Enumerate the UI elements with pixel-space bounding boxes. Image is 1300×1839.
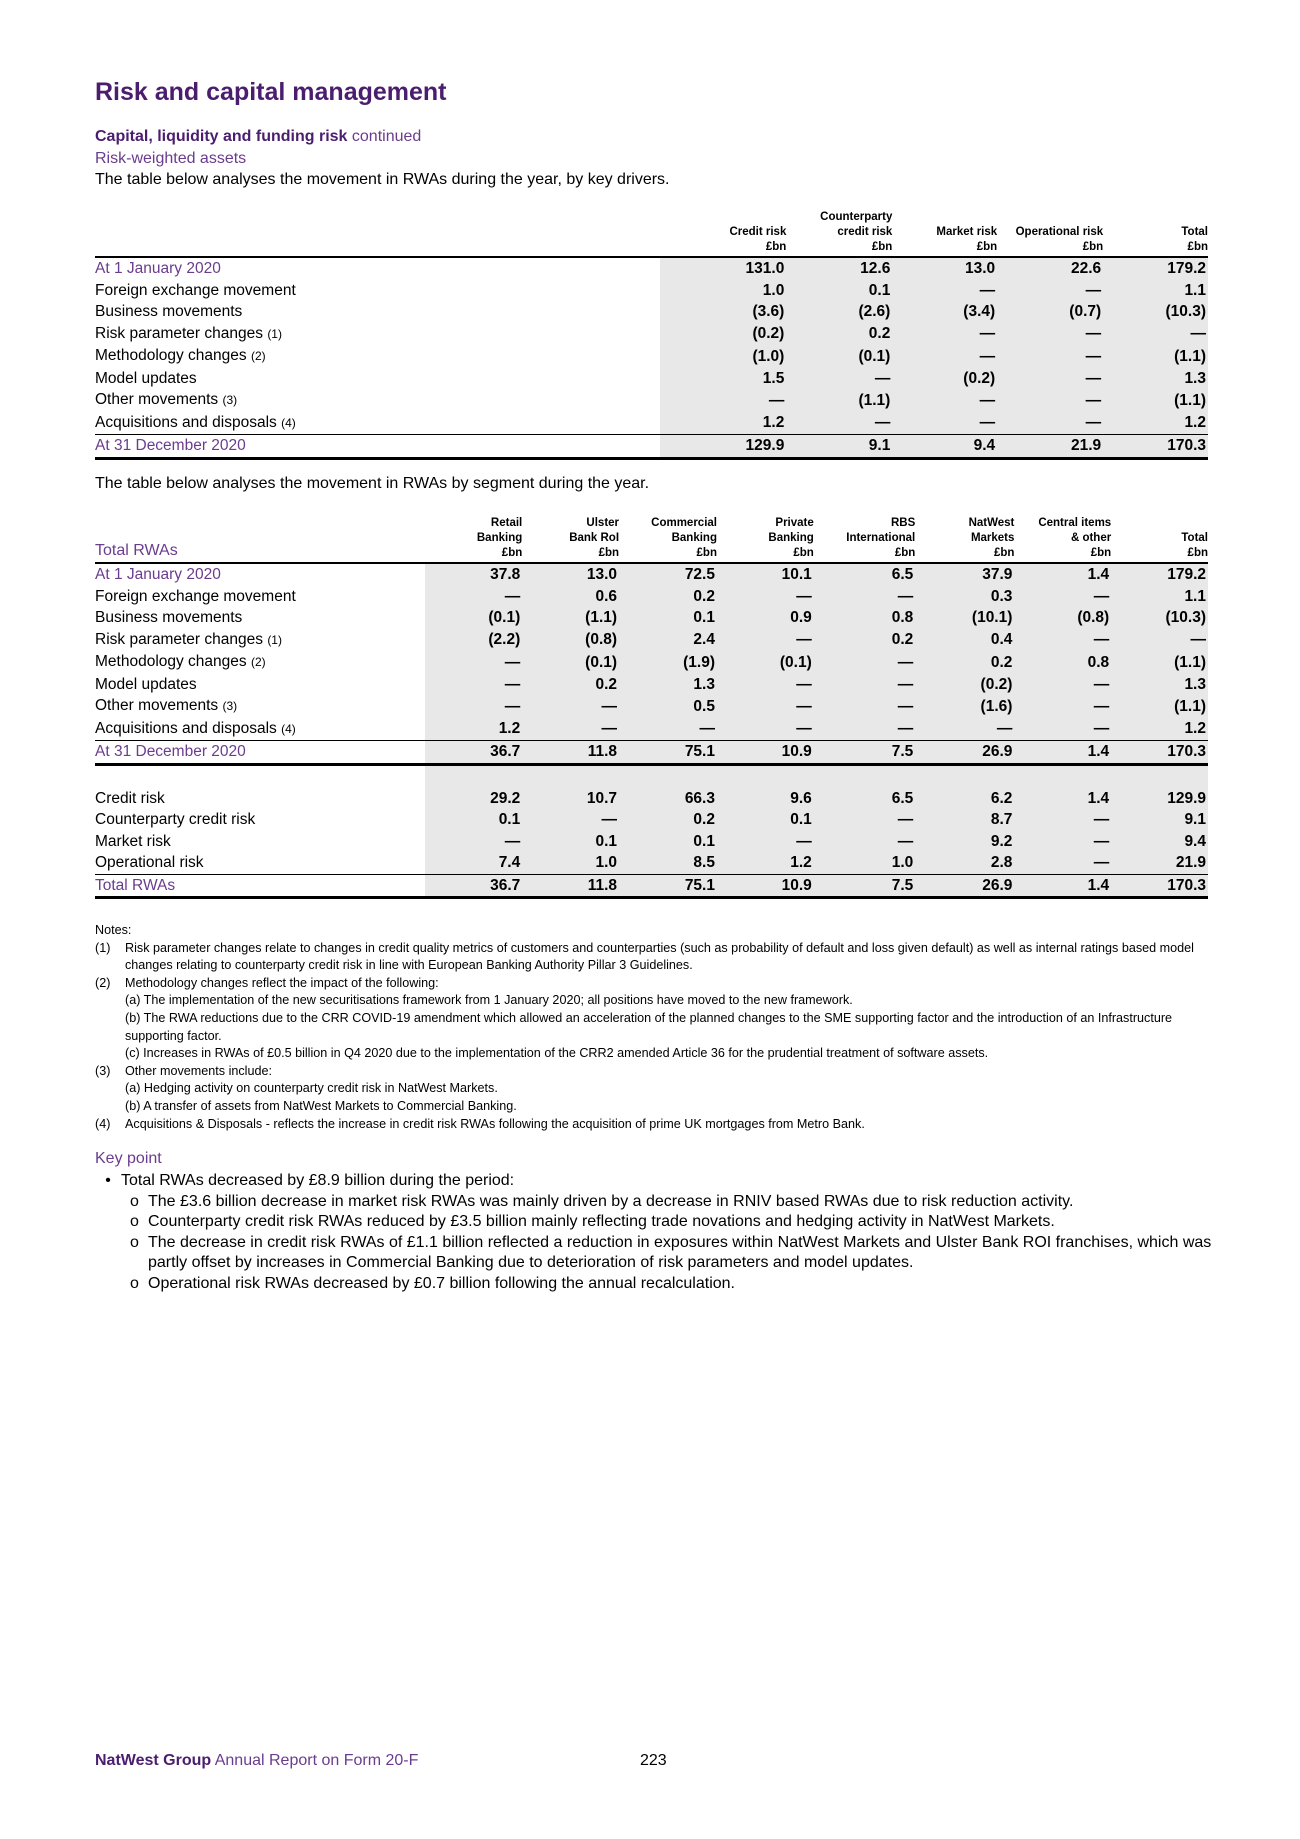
note-1: (1) Risk parameter changes relate to changes in credit quality metrics of customers and counterparties (such as probability of default and loss given default) as well as internal ratings based model changes relating to counterparty credit risk in line with European Banking Authority Pillar 3 Guidelines. bbox=[95, 940, 1194, 973]
table-cell: — bbox=[522, 809, 619, 831]
table-cell: (0.8) bbox=[1014, 607, 1111, 629]
sub-bullet-3: o The decrease in credit risk RWAs of £1.1 billion reflected a reduction in exposures within NatWest Markets and Ulster Bank ROI franchises, which was partly offset by increases in Commercial Banking due to deterioration of risk parameters and model updates. bbox=[95, 1233, 1215, 1274]
note-3a: (a) Hedging activity on counterparty credit risk in NatWest Markets. bbox=[125, 1081, 498, 1096]
table-cell: 7.4 bbox=[425, 852, 522, 874]
table-cell: 1.2 bbox=[425, 718, 522, 741]
table-row bbox=[95, 280, 1208, 302]
table-cell: 0.2 bbox=[619, 809, 717, 831]
table-cell: — bbox=[892, 323, 997, 346]
table-cell: (10.1) bbox=[915, 607, 1014, 629]
table-row bbox=[95, 435, 1208, 459]
row-label bbox=[95, 809, 425, 831]
table-cell: (1.1) bbox=[1103, 389, 1208, 412]
table-cell: — bbox=[1014, 809, 1111, 831]
table-cell: 0.1 bbox=[786, 280, 892, 302]
row-label-text: Methodology changes bbox=[95, 347, 247, 364]
row-label-text: Business movements bbox=[95, 609, 243, 626]
table-cell: — bbox=[814, 718, 916, 741]
table-cell: 1.2 bbox=[1111, 718, 1208, 741]
note-2a: (a) The implementation of the new securitisations framework from 1 January 2020; all positions have moved to the new framework. bbox=[125, 993, 853, 1008]
table-cell: — bbox=[997, 345, 1103, 368]
table-cell: 2.4 bbox=[619, 629, 717, 652]
column-header: Credit risk £bn bbox=[660, 210, 786, 257]
table-cell: 0.4 bbox=[915, 629, 1014, 652]
section-heading bbox=[95, 128, 421, 146]
table-cell: (2.2) bbox=[425, 629, 522, 652]
bullet-dot-icon: • bbox=[105, 1172, 111, 1189]
table-cell: 0.1 bbox=[425, 809, 522, 831]
table-cell: — bbox=[997, 389, 1103, 412]
column-header: Total £bn bbox=[1111, 516, 1208, 563]
table-cell: (0.1) bbox=[717, 651, 814, 674]
table-cell: (3.4) bbox=[892, 301, 997, 323]
table-cell: — bbox=[522, 695, 619, 718]
row-label bbox=[95, 563, 425, 586]
table-cell: — bbox=[425, 586, 522, 608]
row-label bbox=[95, 586, 425, 608]
table-row bbox=[95, 651, 1208, 674]
table-cell: 9.1 bbox=[1111, 809, 1208, 831]
column-header: Market risk £bn bbox=[892, 210, 997, 257]
table-row bbox=[95, 718, 1208, 741]
rwa-drivers-table bbox=[95, 210, 1208, 460]
table-cell: 21.9 bbox=[997, 435, 1103, 459]
row-label-text: At 31 December 2020 bbox=[95, 743, 246, 760]
row-label-text: Business movements bbox=[95, 303, 243, 320]
column-header: Retail Banking £bn bbox=[425, 516, 522, 563]
table-cell: (0.1) bbox=[425, 607, 522, 629]
row-label-text: Other movements bbox=[95, 697, 219, 714]
table-cell: — bbox=[814, 674, 916, 696]
table-cell: 10.1 bbox=[717, 563, 814, 586]
row-label-text: Other movements bbox=[95, 391, 219, 408]
table-row bbox=[95, 629, 1208, 652]
notes-title: Notes: bbox=[95, 923, 132, 937]
table-cell: (0.2) bbox=[892, 368, 997, 390]
table-cell: (1.6) bbox=[915, 695, 1014, 718]
table-cell: 0.1 bbox=[619, 831, 717, 853]
table-cell: — bbox=[717, 718, 814, 741]
table-header-row bbox=[95, 210, 1208, 257]
row-label bbox=[95, 412, 660, 435]
table-cell: 129.9 bbox=[1111, 788, 1208, 810]
rwa-segment-table bbox=[95, 516, 1208, 899]
table-cell: 75.1 bbox=[619, 741, 717, 765]
table-cell: (0.1) bbox=[786, 345, 892, 368]
table-cell: 0.1 bbox=[619, 607, 717, 629]
table-cell: — bbox=[814, 651, 916, 674]
table-cell: (1.1) bbox=[522, 607, 619, 629]
row-label-text: Market risk bbox=[95, 832, 171, 850]
table-cell: 0.5 bbox=[619, 695, 717, 718]
table-row bbox=[95, 301, 1208, 323]
table-cell: — bbox=[892, 389, 997, 412]
note-2b: (b) The RWA reductions due to the CRR COVID-19 amendment which allowed an acceleration of the planned changes to the SME supporting factor and the introduction of an Infrastructure supporting factor. bbox=[125, 1010, 1173, 1043]
table-cell: — bbox=[786, 368, 892, 390]
key-point-title: Key point bbox=[95, 1150, 162, 1167]
note-2: (2) Methodology changes reflect the impact of the following: bbox=[95, 975, 439, 990]
table-cell: 170.3 bbox=[1111, 874, 1208, 898]
row-label-text: At 1 January 2020 bbox=[95, 260, 221, 277]
circle-bullet-icon: o bbox=[130, 1192, 139, 1210]
table-cell: — bbox=[1014, 852, 1111, 874]
row-label-text: Credit risk bbox=[95, 789, 165, 807]
table-cell: — bbox=[660, 389, 786, 412]
table-cell: 1.1 bbox=[1103, 280, 1208, 302]
table-cell: 9.1 bbox=[786, 435, 892, 459]
table-row bbox=[95, 695, 1208, 718]
table-cell: — bbox=[997, 412, 1103, 435]
row-label-text: Operational risk bbox=[95, 854, 204, 871]
row-label-text: Risk parameter changes bbox=[95, 630, 263, 648]
table-cell: 0.2 bbox=[619, 586, 717, 608]
table-cell: 10.7 bbox=[522, 788, 619, 810]
table-cell: 0.2 bbox=[522, 674, 619, 696]
row-label bbox=[95, 741, 425, 765]
table-cell: (2.6) bbox=[786, 301, 892, 323]
sub-bullet-2: o Counterparty credit risk RWAs reduced by £3.5 billion mainly reflecting trade novations and hedging activity in NatWest Markets. bbox=[95, 1212, 1215, 1233]
table-cell: 13.0 bbox=[522, 563, 619, 586]
page-number: 223 bbox=[640, 1752, 667, 1769]
table-cell: 1.0 bbox=[522, 852, 619, 874]
note-ref: (1) bbox=[267, 326, 282, 341]
table-label-header: Total RWAs bbox=[95, 516, 425, 563]
table-row bbox=[95, 345, 1208, 368]
table-row bbox=[95, 674, 1208, 696]
table-cell: — bbox=[814, 695, 916, 718]
table-cell: — bbox=[717, 629, 814, 652]
note-2c: (c) Increases in RWAs of £0.5 billion in Q4 2020 due to the implementation of the CRR2 amended Article 36 for the prudential treatment of software assets. bbox=[125, 1046, 989, 1061]
table1-intro: The table below analyses the movement in RWAs during the year, by key drivers. bbox=[95, 171, 670, 188]
note-ref: (4) bbox=[281, 415, 296, 430]
row-label bbox=[95, 718, 425, 741]
table-cell: — bbox=[522, 718, 619, 741]
row-label-text: At 31 December 2020 bbox=[95, 437, 246, 454]
row-label bbox=[95, 831, 425, 853]
table-row bbox=[95, 874, 1208, 898]
row-label-text: Risk parameter changes bbox=[95, 324, 263, 342]
row-label bbox=[95, 323, 660, 346]
table-cell: 22.6 bbox=[997, 257, 1103, 280]
spacer-row bbox=[95, 764, 1208, 788]
row-label-text: Model updates bbox=[95, 369, 197, 387]
row-label bbox=[95, 257, 660, 280]
row-label bbox=[95, 651, 425, 674]
table-cell: 0.2 bbox=[814, 629, 916, 652]
row-label bbox=[95, 368, 660, 390]
table-label-header bbox=[95, 210, 660, 257]
table-cell: 0.1 bbox=[717, 809, 814, 831]
table-cell: — bbox=[997, 280, 1103, 302]
table-cell: 9.6 bbox=[717, 788, 814, 810]
column-header: Operational risk £bn bbox=[997, 210, 1103, 257]
row-label bbox=[95, 301, 660, 323]
table-cell: 0.9 bbox=[717, 607, 814, 629]
table-cell: 36.7 bbox=[425, 741, 522, 765]
table-cell: — bbox=[1014, 674, 1111, 696]
row-label bbox=[95, 695, 425, 718]
table-cell: 12.6 bbox=[786, 257, 892, 280]
table-cell: 9.4 bbox=[892, 435, 997, 459]
table-cell: (1.1) bbox=[1111, 651, 1208, 674]
table-cell: 10.9 bbox=[717, 874, 814, 898]
table-cell: 8.7 bbox=[915, 809, 1014, 831]
table-row bbox=[95, 412, 1208, 435]
sub-bullet-4: o Operational risk RWAs decreased by £0.7 billion following the annual recalculation. bbox=[95, 1274, 1215, 1295]
row-label-text: Acquisitions and disposals bbox=[95, 413, 277, 431]
table-cell: — bbox=[717, 695, 814, 718]
table-cell: 0.1 bbox=[522, 831, 619, 853]
table-cell: — bbox=[425, 651, 522, 674]
row-label bbox=[95, 389, 660, 412]
table-cell: — bbox=[717, 586, 814, 608]
table-cell: (3.6) bbox=[660, 301, 786, 323]
table-cell: — bbox=[1103, 323, 1208, 346]
column-header: Commercial Banking £bn bbox=[619, 516, 717, 563]
table-cell: — bbox=[425, 695, 522, 718]
row-label-text: Methodology changes bbox=[95, 653, 247, 670]
table-cell: 21.9 bbox=[1111, 852, 1208, 874]
table-row bbox=[95, 389, 1208, 412]
table-row bbox=[95, 831, 1208, 853]
note-3b: (b) A transfer of assets from NatWest Markets to Commercial Banking. bbox=[125, 1098, 517, 1113]
column-header: Counterparty credit risk £bn bbox=[786, 210, 892, 257]
section-title: Capital, liquidity and funding risk bbox=[95, 128, 348, 145]
table-row bbox=[95, 586, 1208, 608]
row-label bbox=[95, 852, 425, 874]
row-label bbox=[95, 629, 425, 652]
table-cell: 66.3 bbox=[619, 788, 717, 810]
section-continued: continued bbox=[351, 128, 422, 145]
table-cell: — bbox=[717, 831, 814, 853]
table-cell: 7.5 bbox=[814, 874, 916, 898]
column-header: RBS International £bn bbox=[814, 516, 916, 563]
table-cell: — bbox=[892, 412, 997, 435]
table-cell: — bbox=[997, 323, 1103, 346]
row-label bbox=[95, 345, 660, 368]
table-cell: 6.5 bbox=[814, 563, 916, 586]
table-cell: 13.0 bbox=[892, 257, 997, 280]
note-4: (4) Acquisitions & Disposals - reflects the increase in credit risk RWAs following the acquisition of prime UK mortgages from Metro Bank. bbox=[95, 1116, 865, 1131]
table-cell: 1.4 bbox=[1014, 563, 1111, 586]
row-label-text: At 1 January 2020 bbox=[95, 566, 221, 583]
table-cell: (0.7) bbox=[997, 301, 1103, 323]
table-cell: 37.8 bbox=[425, 563, 522, 586]
table-cell: 1.2 bbox=[1103, 412, 1208, 435]
row-label-text: Model updates bbox=[95, 675, 197, 693]
table-cell: 6.5 bbox=[814, 788, 916, 810]
footer-brand: NatWest Group bbox=[95, 1752, 212, 1769]
table-row bbox=[95, 257, 1208, 280]
table-cell: — bbox=[425, 831, 522, 853]
table-cell: 170.3 bbox=[1111, 741, 1208, 765]
table-cell: 11.8 bbox=[522, 874, 619, 898]
column-header: NatWest Markets £bn bbox=[915, 516, 1014, 563]
column-header: Central items & other £bn bbox=[1014, 516, 1111, 563]
table-cell: 2.8 bbox=[915, 852, 1014, 874]
table-cell: — bbox=[425, 674, 522, 696]
table-cell: 131.0 bbox=[660, 257, 786, 280]
row-label-text: Acquisitions and disposals bbox=[95, 719, 277, 737]
table-row bbox=[95, 323, 1208, 346]
note-ref: (2) bbox=[250, 349, 266, 363]
column-header: Ulster Bank RoI £bn bbox=[522, 516, 619, 563]
table-cell: 9.4 bbox=[1111, 831, 1208, 853]
table-cell: — bbox=[814, 809, 916, 831]
table-cell: — bbox=[892, 280, 997, 302]
table-cell: 8.5 bbox=[619, 852, 717, 874]
circle-bullet-icon: o bbox=[130, 1233, 139, 1251]
table-cell: — bbox=[915, 718, 1014, 741]
table-row bbox=[95, 741, 1208, 765]
table-cell: 36.7 bbox=[425, 874, 522, 898]
note-3: (3) Other movements include: bbox=[95, 1063, 272, 1078]
table-cell: (1.9) bbox=[619, 651, 717, 674]
table-row bbox=[95, 368, 1208, 390]
key-point-bullets bbox=[95, 1171, 1215, 1294]
table-cell: 75.1 bbox=[619, 874, 717, 898]
table-cell: (1.1) bbox=[1103, 345, 1208, 368]
footer-title: Annual Report on Form 20-F bbox=[214, 1752, 419, 1769]
row-label bbox=[95, 674, 425, 696]
table-row bbox=[95, 563, 1208, 586]
table-cell: — bbox=[1014, 629, 1111, 652]
note-ref: (1) bbox=[267, 632, 282, 647]
table-cell: — bbox=[1111, 629, 1208, 652]
footer bbox=[95, 1752, 418, 1770]
table-cell: 11.8 bbox=[522, 741, 619, 765]
notes-section bbox=[95, 922, 1215, 1133]
table-cell: 1.0 bbox=[814, 852, 916, 874]
row-label-text: Foreign exchange movement bbox=[95, 281, 296, 299]
table-cell: 0.2 bbox=[915, 651, 1014, 674]
table-cell: — bbox=[717, 674, 814, 696]
note-ref: (4) bbox=[281, 721, 296, 736]
table-row bbox=[95, 607, 1208, 629]
table-cell: 26.9 bbox=[915, 741, 1014, 765]
table-cell: 1.4 bbox=[1014, 874, 1111, 898]
row-label bbox=[95, 788, 425, 810]
table-cell: 0.2 bbox=[786, 323, 892, 346]
row-label bbox=[95, 607, 425, 629]
table-cell: 1.1 bbox=[1111, 586, 1208, 608]
table-cell: (0.8) bbox=[522, 629, 619, 652]
table-cell: 9.2 bbox=[915, 831, 1014, 853]
table-cell: — bbox=[814, 586, 916, 608]
table-cell: 1.0 bbox=[660, 280, 786, 302]
table-cell: — bbox=[1014, 718, 1111, 741]
sub-bullet-1: o The £3.6 billion decrease in market risk RWAs was mainly driven by a decrease in RNIV based RWAs due to risk reduction activity. bbox=[95, 1192, 1215, 1213]
table-cell: 29.2 bbox=[425, 788, 522, 810]
table-cell: 1.2 bbox=[717, 852, 814, 874]
table-cell: 0.6 bbox=[522, 586, 619, 608]
row-label-text: Counterparty credit risk bbox=[95, 811, 256, 828]
column-header: Total £bn bbox=[1103, 210, 1208, 257]
table-row bbox=[95, 809, 1208, 831]
table-cell: — bbox=[1014, 586, 1111, 608]
table-cell: (1.1) bbox=[1111, 695, 1208, 718]
table-cell: 0.3 bbox=[915, 586, 1014, 608]
table-cell: — bbox=[1014, 695, 1111, 718]
table-cell: 0.8 bbox=[814, 607, 916, 629]
table-cell: 179.2 bbox=[1111, 563, 1208, 586]
table-cell: (0.2) bbox=[915, 674, 1014, 696]
table-cell: — bbox=[892, 345, 997, 368]
subsection-title: Risk-weighted assets bbox=[95, 150, 247, 167]
table-cell: 26.9 bbox=[915, 874, 1014, 898]
row-label bbox=[95, 874, 425, 898]
table-cell: 1.3 bbox=[1103, 368, 1208, 390]
table-cell: — bbox=[786, 412, 892, 435]
circle-bullet-icon: o bbox=[130, 1274, 139, 1292]
table2-intro: The table below analyses the movement in RWAs by segment during the year. bbox=[95, 475, 650, 492]
table-cell: 129.9 bbox=[660, 435, 786, 459]
bullet-main: • Total RWAs decreased by £8.9 billion during the period: bbox=[95, 1171, 1215, 1192]
table-cell: 6.2 bbox=[915, 788, 1014, 810]
table-cell: 1.4 bbox=[1014, 741, 1111, 765]
note-ref: (2) bbox=[250, 655, 266, 669]
table-cell: 1.3 bbox=[1111, 674, 1208, 696]
table-cell: 1.2 bbox=[660, 412, 786, 435]
table-cell: 179.2 bbox=[1103, 257, 1208, 280]
table-cell: 1.5 bbox=[660, 368, 786, 390]
table-cell: 10.9 bbox=[717, 741, 814, 765]
table-cell: (0.2) bbox=[660, 323, 786, 346]
column-header: Private Banking £bn bbox=[717, 516, 814, 563]
table-cell: — bbox=[997, 368, 1103, 390]
table-cell: (1.0) bbox=[660, 345, 786, 368]
table-cell: — bbox=[1014, 831, 1111, 853]
table-cell: (0.1) bbox=[522, 651, 619, 674]
row-label bbox=[95, 435, 660, 459]
table-cell: (10.3) bbox=[1103, 301, 1208, 323]
row-label-text: Total RWAs bbox=[95, 876, 176, 894]
table-cell: 72.5 bbox=[619, 563, 717, 586]
table-cell: — bbox=[619, 718, 717, 741]
table-cell: 1.4 bbox=[1014, 788, 1111, 810]
table-row bbox=[95, 788, 1208, 810]
table-cell: 170.3 bbox=[1103, 435, 1208, 459]
table-cell: 0.8 bbox=[1014, 651, 1111, 674]
table-cell: — bbox=[814, 831, 916, 853]
note-ref: (3) bbox=[222, 393, 238, 407]
table-cell: 37.9 bbox=[915, 563, 1014, 586]
row-label bbox=[95, 280, 660, 302]
row-label-text: Foreign exchange movement bbox=[95, 587, 296, 605]
table-row bbox=[95, 852, 1208, 874]
circle-bullet-icon: o bbox=[130, 1213, 139, 1230]
table-cell: 7.5 bbox=[814, 741, 916, 765]
note-ref: (3) bbox=[222, 699, 238, 713]
table-cell: (1.1) bbox=[786, 389, 892, 412]
table-header-row bbox=[95, 516, 1208, 563]
table-cell: (10.3) bbox=[1111, 607, 1208, 629]
page-title: Risk and capital management bbox=[95, 78, 447, 106]
table-cell: 1.3 bbox=[619, 674, 717, 696]
